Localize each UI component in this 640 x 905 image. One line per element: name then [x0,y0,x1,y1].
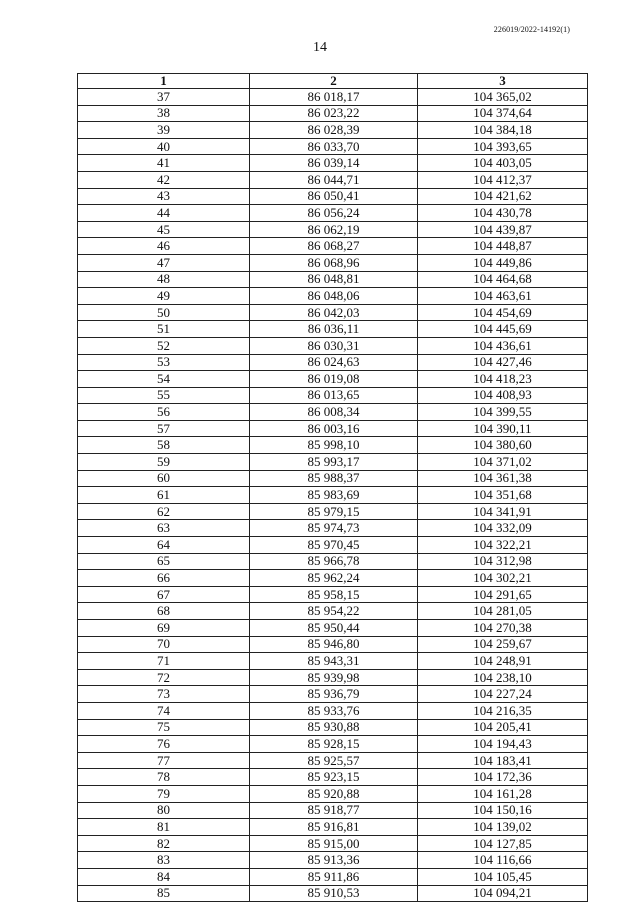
point-number-cell: 81 [78,819,250,836]
point-number-cell: 60 [78,470,250,487]
y-coordinate-cell: 104 380,60 [418,437,588,454]
x-coordinate-cell: 86 042,03 [250,304,418,321]
x-coordinate-cell: 86 056,24 [250,205,418,222]
y-coordinate-cell: 104 445,69 [418,321,588,338]
y-coordinate-cell: 104 430,78 [418,205,588,222]
point-number-cell: 83 [78,852,250,869]
table-row [78,271,588,288]
table-row [78,852,588,869]
table-row [78,802,588,819]
point-number-cell: 79 [78,785,250,802]
table-row [78,570,588,587]
table-row [78,354,588,371]
x-coordinate-cell: 86 048,06 [250,288,418,305]
y-coordinate-cell: 104 172,36 [418,769,588,786]
x-coordinate-cell: 86 013,65 [250,387,418,404]
x-coordinate-cell: 86 030,31 [250,337,418,354]
point-number-cell: 67 [78,586,250,603]
y-coordinate-cell: 104 116,66 [418,852,588,869]
table-row [78,337,588,354]
x-coordinate-cell: 86 033,70 [250,138,418,155]
x-coordinate-cell: 85 988,37 [250,470,418,487]
point-number-cell: 77 [78,752,250,769]
point-number-cell: 49 [78,288,250,305]
document-number: 226019/2022-14192(1) [493,25,570,34]
y-coordinate-cell: 104 418,23 [418,371,588,388]
point-number-cell: 51 [78,321,250,338]
x-coordinate-cell: 85 911,86 [250,868,418,885]
column-header-1: 1 [78,74,250,89]
table-row [78,254,588,271]
table-row [78,785,588,802]
table-row [78,819,588,836]
y-coordinate-cell: 104 390,11 [418,420,588,437]
point-number-cell: 46 [78,238,250,255]
table-row [78,437,588,454]
x-coordinate-cell: 86 024,63 [250,354,418,371]
point-number-cell: 42 [78,171,250,188]
y-coordinate-cell: 104 227,24 [418,686,588,703]
point-number-cell: 45 [78,221,250,238]
x-coordinate-cell: 85 946,80 [250,636,418,653]
point-number-cell: 59 [78,454,250,471]
table-row [78,470,588,487]
point-number-cell: 44 [78,205,250,222]
y-coordinate-cell: 104 139,02 [418,819,588,836]
x-coordinate-cell: 85 962,24 [250,570,418,587]
table-row [78,769,588,786]
y-coordinate-cell: 104 427,46 [418,354,588,371]
table-row [78,122,588,139]
y-coordinate-cell: 104 464,68 [418,271,588,288]
x-coordinate-cell: 86 048,81 [250,271,418,288]
column-header-2: 2 [250,74,418,89]
point-number-cell: 41 [78,155,250,172]
point-number-cell: 73 [78,686,250,703]
point-number-cell: 48 [78,271,250,288]
point-number-cell: 37 [78,89,250,106]
table-row [78,868,588,885]
y-coordinate-cell: 104 412,37 [418,171,588,188]
point-number-cell: 66 [78,570,250,587]
y-coordinate-cell: 104 351,68 [418,487,588,504]
x-coordinate-cell: 85 983,69 [250,487,418,504]
point-number-cell: 58 [78,437,250,454]
table-row [78,321,588,338]
point-number-cell: 70 [78,636,250,653]
point-number-cell: 55 [78,387,250,404]
x-coordinate-cell: 86 003,16 [250,420,418,437]
x-coordinate-cell: 85 920,88 [250,785,418,802]
point-number-cell: 84 [78,868,250,885]
table-row [78,653,588,670]
point-number-cell: 69 [78,620,250,637]
table-row [78,404,588,421]
x-coordinate-cell: 85 958,15 [250,586,418,603]
x-coordinate-cell: 85 954,22 [250,603,418,620]
coordinates-table [77,73,588,902]
page-number: 14 [313,40,327,55]
y-coordinate-cell: 104 216,35 [418,702,588,719]
point-number-cell: 52 [78,337,250,354]
table-row [78,669,588,686]
point-number-cell: 62 [78,503,250,520]
x-coordinate-cell: 85 915,00 [250,835,418,852]
y-coordinate-cell: 104 270,38 [418,620,588,637]
point-number-cell: 61 [78,487,250,504]
x-coordinate-cell: 85 943,31 [250,653,418,670]
y-coordinate-cell: 104 205,41 [418,719,588,736]
x-coordinate-cell: 85 998,10 [250,437,418,454]
x-coordinate-cell: 85 993,17 [250,454,418,471]
point-number-cell: 38 [78,105,250,122]
y-coordinate-cell: 104 408,93 [418,387,588,404]
x-coordinate-cell: 86 050,41 [250,188,418,205]
y-coordinate-cell: 104 365,02 [418,89,588,106]
y-coordinate-cell: 104 238,10 [418,669,588,686]
x-coordinate-cell: 86 062,19 [250,221,418,238]
y-coordinate-cell: 104 105,45 [418,868,588,885]
y-coordinate-cell: 104 399,55 [418,404,588,421]
x-coordinate-cell: 86 068,27 [250,238,418,255]
x-coordinate-cell: 85 913,36 [250,852,418,869]
point-number-cell: 78 [78,769,250,786]
x-coordinate-cell: 85 966,78 [250,553,418,570]
point-number-cell: 39 [78,122,250,139]
table-row [78,171,588,188]
table-row [78,686,588,703]
table-row [78,553,588,570]
point-number-cell: 76 [78,736,250,753]
x-coordinate-cell: 85 970,45 [250,537,418,554]
table-row [78,736,588,753]
x-coordinate-cell: 86 008,34 [250,404,418,421]
point-number-cell: 75 [78,719,250,736]
table-row [78,702,588,719]
x-coordinate-cell: 85 918,77 [250,802,418,819]
table-row [78,503,588,520]
y-coordinate-cell: 104 291,65 [418,586,588,603]
y-coordinate-cell: 104 448,87 [418,238,588,255]
point-number-cell: 72 [78,669,250,686]
y-coordinate-cell: 104 248,91 [418,653,588,670]
y-coordinate-cell: 104 322,21 [418,537,588,554]
point-number-cell: 47 [78,254,250,271]
table-row [78,105,588,122]
table-row [78,288,588,305]
x-coordinate-cell: 85 939,98 [250,669,418,686]
table-row [78,454,588,471]
y-coordinate-cell: 104 332,09 [418,520,588,537]
point-number-cell: 63 [78,520,250,537]
y-coordinate-cell: 104 374,64 [418,105,588,122]
x-coordinate-cell: 85 925,57 [250,752,418,769]
x-coordinate-cell: 85 928,15 [250,736,418,753]
x-coordinate-cell: 85 916,81 [250,819,418,836]
table-row [78,238,588,255]
point-number-cell: 54 [78,371,250,388]
point-number-cell: 53 [78,354,250,371]
table-row [78,138,588,155]
x-coordinate-cell: 85 974,73 [250,520,418,537]
y-coordinate-cell: 104 454,69 [418,304,588,321]
x-coordinate-cell: 86 019,08 [250,371,418,388]
y-coordinate-cell: 104 341,91 [418,503,588,520]
point-number-cell: 56 [78,404,250,421]
table-row [78,885,588,902]
x-coordinate-cell: 86 044,71 [250,171,418,188]
y-coordinate-cell: 104 281,05 [418,603,588,620]
column-header-3: 3 [418,74,588,89]
x-coordinate-cell: 86 039,14 [250,155,418,172]
y-coordinate-cell: 104 150,16 [418,802,588,819]
y-coordinate-cell: 104 094,21 [418,885,588,902]
table-row [78,586,588,603]
y-coordinate-cell: 104 302,21 [418,570,588,587]
x-coordinate-cell: 85 930,88 [250,719,418,736]
y-coordinate-cell: 104 393,65 [418,138,588,155]
x-coordinate-cell: 85 933,76 [250,702,418,719]
table-row [78,89,588,106]
y-coordinate-cell: 104 259,67 [418,636,588,653]
x-coordinate-cell: 86 028,39 [250,122,418,139]
y-coordinate-cell: 104 439,87 [418,221,588,238]
table-row [78,620,588,637]
y-coordinate-cell: 104 312,98 [418,553,588,570]
x-coordinate-cell: 86 068,96 [250,254,418,271]
table-row [78,387,588,404]
table-row [78,420,588,437]
x-coordinate-cell: 86 018,17 [250,89,418,106]
table-header [78,74,588,89]
y-coordinate-cell: 104 194,43 [418,736,588,753]
x-coordinate-cell: 85 936,79 [250,686,418,703]
point-number-cell: 71 [78,653,250,670]
y-coordinate-cell: 104 127,85 [418,835,588,852]
point-number-cell: 82 [78,835,250,852]
y-coordinate-cell: 104 384,18 [418,122,588,139]
point-number-cell: 74 [78,702,250,719]
x-coordinate-cell: 85 923,15 [250,769,418,786]
y-coordinate-cell: 104 403,05 [418,155,588,172]
y-coordinate-cell: 104 361,38 [418,470,588,487]
y-coordinate-cell: 104 449,86 [418,254,588,271]
point-number-cell: 50 [78,304,250,321]
table-row [78,636,588,653]
x-coordinate-cell: 85 979,15 [250,503,418,520]
table-row [78,752,588,769]
point-number-cell: 64 [78,537,250,554]
point-number-cell: 85 [78,885,250,902]
point-number-cell: 57 [78,420,250,437]
table-row [78,520,588,537]
x-coordinate-cell: 85 950,44 [250,620,418,637]
x-coordinate-cell: 85 910,53 [250,885,418,902]
x-coordinate-cell: 86 023,22 [250,105,418,122]
x-coordinate-cell: 86 036,11 [250,321,418,338]
table-row [78,371,588,388]
point-number-cell: 80 [78,802,250,819]
table-row [78,188,588,205]
point-number-cell: 40 [78,138,250,155]
table-row [78,487,588,504]
table-row [78,155,588,172]
table-body [78,89,588,902]
table-row [78,835,588,852]
table-row [78,304,588,321]
table-row [78,603,588,620]
y-coordinate-cell: 104 161,28 [418,785,588,802]
point-number-cell: 65 [78,553,250,570]
y-coordinate-cell: 104 421,62 [418,188,588,205]
y-coordinate-cell: 104 371,02 [418,454,588,471]
point-number-cell: 43 [78,188,250,205]
table-header-row [78,74,588,89]
table-row [78,719,588,736]
point-number-cell: 68 [78,603,250,620]
table-row [78,537,588,554]
table-row [78,205,588,222]
y-coordinate-cell: 104 463,61 [418,288,588,305]
y-coordinate-cell: 104 183,41 [418,752,588,769]
y-coordinate-cell: 104 436,61 [418,337,588,354]
table-row [78,221,588,238]
